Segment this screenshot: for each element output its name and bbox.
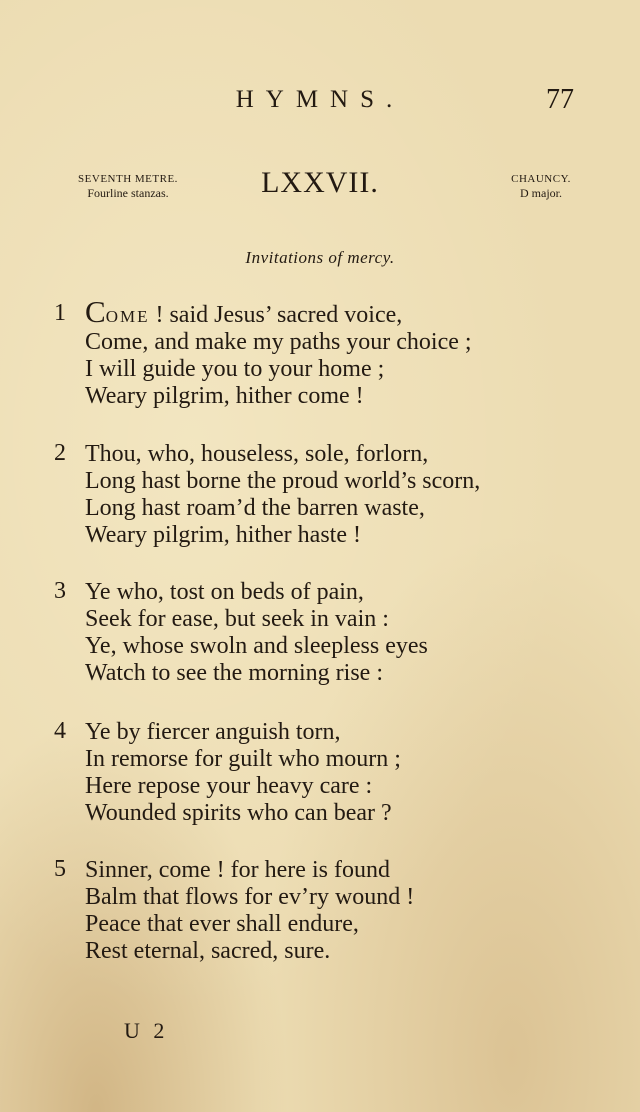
verse-line bbox=[85, 294, 403, 331]
small-caps-word: OME bbox=[105, 307, 150, 326]
key-label: D major. bbox=[520, 186, 562, 200]
verse-line: Sinner, come ! for here is found bbox=[85, 857, 390, 883]
verse-line: Ye by fiercer anguish torn, bbox=[85, 719, 341, 745]
verse-line: Watch to see the morning rise : bbox=[85, 660, 383, 686]
verse-line: I will guide you to your home ; bbox=[85, 356, 385, 382]
initial-capital: C bbox=[85, 294, 106, 329]
verse-line: Weary pilgrim, hither come ! bbox=[85, 383, 364, 409]
verse-line: In remorse for guilt who mourn ; bbox=[85, 746, 401, 772]
tune-info bbox=[496, 172, 586, 200]
verse-line: Peace that ever shall endure, bbox=[85, 911, 359, 937]
verse-line: Ye who, tost on beds of pain, bbox=[85, 579, 364, 605]
stanza-number: 5 bbox=[54, 856, 66, 882]
verse-line: Thou, who, houseless, sole, forlorn, bbox=[85, 441, 429, 467]
stanza-number: 1 bbox=[54, 300, 66, 326]
tune-label: CHAUNCY. bbox=[511, 173, 571, 185]
meter-label: SEVENTH METRE. bbox=[78, 173, 178, 185]
first-line-text: ! said Jesus’ sacred voice, bbox=[149, 302, 403, 328]
stanza-number: 3 bbox=[54, 578, 66, 604]
hymn-number: LXXVII. bbox=[261, 166, 379, 199]
stanza-form-label: Fourline stanzas. bbox=[87, 186, 169, 200]
page-number: 77 bbox=[546, 84, 574, 115]
stanza-number: 4 bbox=[54, 718, 66, 744]
running-head: HYMNS. bbox=[235, 86, 405, 113]
verse-line: Weary pilgrim, hither haste ! bbox=[85, 522, 361, 548]
verse-line: Come, and make my paths your choice ; bbox=[85, 329, 472, 355]
signature-mark: U 2 bbox=[124, 1018, 169, 1043]
verse-line: Seek for ease, but seek in vain : bbox=[85, 606, 389, 632]
verse-line: Long hast borne the proud world’s scorn, bbox=[85, 468, 481, 494]
hymn-title: Invitations of mercy. bbox=[245, 248, 395, 267]
verse-line: Here repose your heavy care : bbox=[85, 773, 373, 799]
verse-line: Balm that flows for ev’ry wound ! bbox=[85, 884, 415, 910]
verse-line: Ye, whose swoln and sleepless eyes bbox=[85, 633, 428, 659]
verse-line: Wounded spirits who can bear ? bbox=[85, 800, 392, 826]
verse-line: Long hast roam’d the barren waste, bbox=[85, 495, 425, 521]
verse-line: Rest eternal, sacred, sure. bbox=[85, 938, 331, 964]
stanza-number: 2 bbox=[54, 440, 66, 466]
